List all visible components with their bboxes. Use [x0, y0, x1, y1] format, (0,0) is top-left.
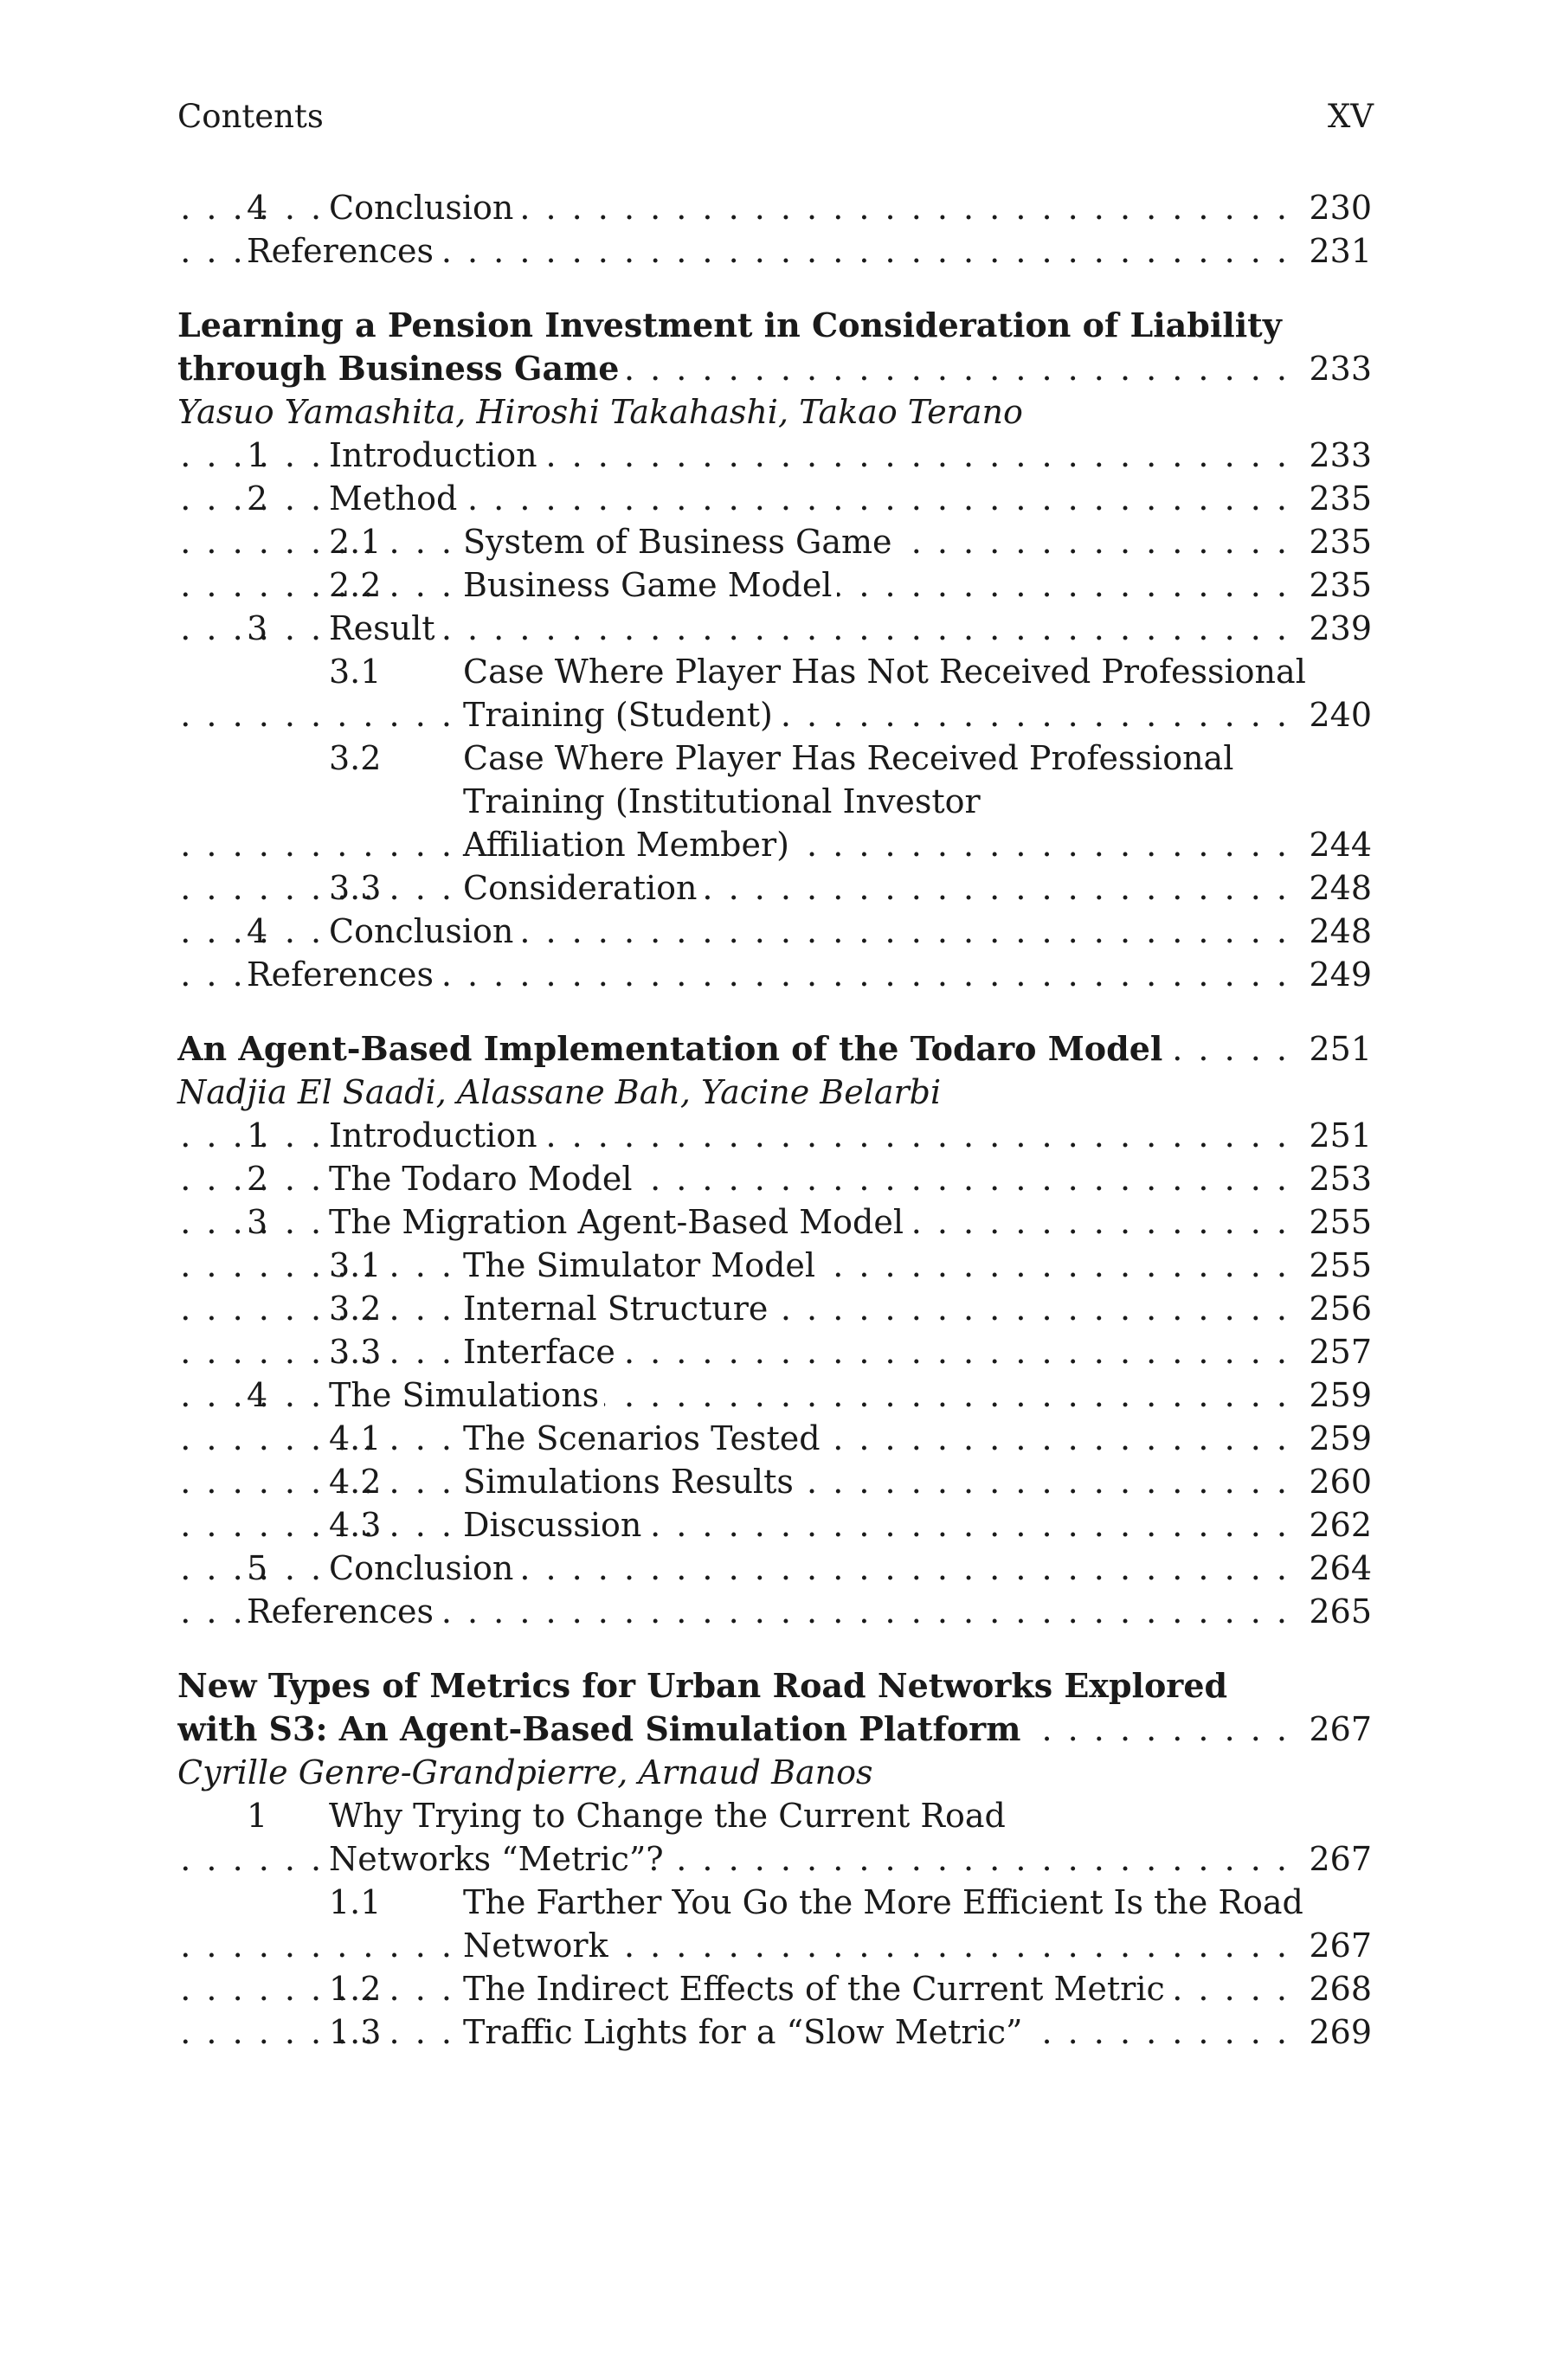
section-title: Why Trying to Change the Current Road: [329, 1797, 1011, 1835]
section-title: The Todaro Model: [329, 1160, 638, 1198]
section-page: 231: [1300, 229, 1372, 273]
section-number: 1.2: [329, 1970, 382, 2008]
toc-subentry[interactable]: [177, 1417, 1372, 1460]
section-page: 253: [1300, 1157, 1372, 1200]
section-number: 1.3: [329, 2013, 382, 2051]
section-number: 2.1: [329, 523, 382, 561]
section-title: Training (Institutional Investor: [463, 782, 986, 820]
section-number: 3.3: [329, 869, 382, 907]
section-number: 1: [247, 1116, 268, 1155]
toc-entry[interactable]: [177, 1547, 1372, 1590]
toc-subentry[interactable]: [177, 1287, 1372, 1330]
section-number: 4: [247, 1376, 268, 1414]
section-title: Networks “Metric”?: [329, 1840, 669, 1878]
chapter-authors: Nadjia El Saadi, Alassane Bah, Yacine Belarbi: [177, 1071, 1372, 1114]
toc-entry-continuation[interactable]: [177, 1837, 1372, 1881]
chapter-title-line[interactable]: [177, 304, 1372, 347]
section-page: 249: [1300, 953, 1372, 996]
table-of-contents: [177, 186, 1372, 2054]
toc-subentry-continuation[interactable]: [177, 693, 1372, 737]
toc-subentry[interactable]: [177, 1503, 1372, 1547]
toc-entry[interactable]: [177, 1200, 1372, 1244]
running-header: [177, 95, 1374, 138]
chapter-page: 251: [1300, 1027, 1372, 1071]
chapter-title-line[interactable]: [177, 347, 1372, 390]
section-page: 235: [1300, 477, 1372, 520]
section-page: 267: [1300, 1837, 1372, 1881]
section-page: 239: [1300, 607, 1372, 650]
section-number: 4: [247, 189, 268, 227]
section-page: 264: [1300, 1547, 1372, 1590]
section-title: Internal Structure: [463, 1290, 773, 1328]
section-title: Conclusion: [329, 912, 518, 950]
section-title: Introduction: [329, 436, 543, 474]
section-title: Case Where Player Has Not Received Professional: [463, 653, 1311, 691]
section-title: Method: [329, 479, 462, 518]
chapter-entry: [177, 1664, 1372, 2054]
section-page: 240: [1300, 693, 1372, 737]
toc-subentry[interactable]: [177, 866, 1372, 910]
section-title: Traffic Lights for a “Slow Metric”: [463, 2013, 1027, 2051]
section-number: 2: [247, 1160, 268, 1198]
chapter-title-line[interactable]: [177, 1027, 1372, 1071]
section-title: References: [247, 955, 439, 994]
toc-subentry[interactable]: [177, 737, 1372, 780]
section-number: 4.3: [329, 1506, 382, 1544]
section-title: The Indirect Effects of the Current Metric: [463, 1970, 1170, 2008]
section-page: 259: [1300, 1417, 1372, 1460]
toc-entry[interactable]: [177, 186, 1372, 229]
section-title: The Simulations: [329, 1376, 604, 1414]
section-number: 4.1: [329, 1419, 382, 1457]
section-title: Business Game Model: [463, 566, 837, 604]
section-page: 260: [1300, 1460, 1372, 1503]
chapter-authors: Yasuo Yamashita, Hiroshi Takahashi, Takao Terano: [177, 390, 1372, 434]
section-page: 257: [1300, 1330, 1372, 1373]
toc-entry[interactable]: [177, 1157, 1372, 1200]
section-page: 262: [1300, 1503, 1372, 1547]
toc-entry[interactable]: [177, 1794, 1372, 1837]
section-page: 233: [1300, 434, 1372, 477]
section-page: 235: [1300, 563, 1372, 607]
section-title: Introduction: [329, 1116, 543, 1155]
section-title: System of Business Game: [463, 523, 898, 561]
section-number: 1.1: [329, 1883, 382, 1921]
toc-subentry-continuation[interactable]: [177, 1924, 1372, 1967]
section-page: 248: [1300, 866, 1372, 910]
section-number: 3.2: [329, 1290, 382, 1328]
section-title: Simulations Results: [463, 1463, 799, 1501]
section-title: Case Where Player Has Received Professional: [463, 739, 1239, 777]
section-page: 267: [1300, 1924, 1372, 1967]
section-title: Training (Student): [463, 696, 778, 734]
section-number: 3.3: [329, 1333, 382, 1371]
chapter-entry: [177, 1027, 1372, 1633]
page-number: XV: [1327, 98, 1374, 135]
section-number: 3.2: [329, 739, 382, 777]
section-number: 2: [247, 479, 268, 518]
toc-entry[interactable]: [177, 1373, 1372, 1417]
section-title: References: [247, 1592, 439, 1631]
section-page: 255: [1300, 1244, 1372, 1287]
section-number: 1: [247, 436, 268, 474]
section-number: 5: [247, 1549, 268, 1587]
toc-subentry[interactable]: [177, 1460, 1372, 1503]
section-page: 259: [1300, 1373, 1372, 1417]
toc-subentry[interactable]: [177, 2010, 1372, 2054]
section-title: The Scenarios Tested: [463, 1419, 826, 1457]
section-page: 256: [1300, 1287, 1372, 1330]
section-page: 244: [1300, 823, 1372, 866]
chapter-title: New Types of Metrics for Urban Road Networks Explored: [177, 1666, 1232, 1705]
section-number: 3.1: [329, 1246, 382, 1284]
section-title: The Simulator Model: [463, 1246, 821, 1284]
section-title: Conclusion: [329, 1549, 518, 1587]
section-page: 268: [1300, 1967, 1372, 2010]
section-page: 265: [1300, 1590, 1372, 1633]
toc-subentry[interactable]: [177, 650, 1372, 693]
toc-entry[interactable]: [177, 1114, 1372, 1157]
section-page: 269: [1300, 2010, 1372, 2054]
section-title: References: [247, 232, 439, 270]
toc-subentry[interactable]: [177, 563, 1372, 607]
toc-subentry[interactable]: [177, 1330, 1372, 1373]
section-number: 3: [247, 609, 268, 647]
section-title: Network: [463, 1927, 614, 1965]
chapter-title: An Agent-Based Implementation of the Todaro Model: [177, 1029, 1168, 1068]
toc-subentry[interactable]: [177, 1881, 1372, 1924]
section-number: 2.2: [329, 566, 382, 604]
toc-subentry-continuation[interactable]: [177, 823, 1372, 866]
toc-entry-references[interactable]: [177, 1590, 1372, 1633]
section-page: 235: [1300, 520, 1372, 563]
toc-subentry-continuation[interactable]: [177, 780, 1372, 823]
section-page: 248: [1300, 910, 1372, 953]
toc-subentry[interactable]: [177, 1967, 1372, 2010]
chapter-page: 233: [1300, 347, 1372, 390]
chapter-title-line[interactable]: [177, 1708, 1372, 1751]
toc-subentry[interactable]: [177, 520, 1372, 563]
section-number: 1: [247, 1797, 268, 1835]
section-title: Conclusion: [329, 189, 518, 227]
toc-entry-references[interactable]: [177, 953, 1372, 996]
chapter-authors: Cyrille Genre-Grandpierre, Arnaud Banos: [177, 1751, 1372, 1794]
section-title: Result: [329, 609, 441, 647]
chapter-title: through Business Game: [177, 349, 624, 388]
section-page: 230: [1300, 186, 1372, 229]
section-title: Interface: [463, 1333, 621, 1371]
toc-entry[interactable]: [177, 910, 1372, 953]
section-number: 3: [247, 1203, 268, 1241]
section-title: The Migration Agent-Based Model: [329, 1203, 909, 1241]
toc-entry[interactable]: [177, 607, 1372, 650]
chapter-entry: [177, 304, 1372, 996]
toc-entry[interactable]: [177, 477, 1372, 520]
section-number: 4: [247, 912, 268, 950]
section-page: 251: [1300, 1114, 1372, 1157]
section-page: 255: [1300, 1200, 1372, 1244]
chapter-title-line[interactable]: [177, 1664, 1372, 1708]
chapter-title: with S3: An Agent-Based Simulation Platform: [177, 1709, 1026, 1748]
toc-subentry[interactable]: [177, 1244, 1372, 1287]
toc-entry[interactable]: [177, 434, 1372, 477]
section-title: The Farther You Go the More Efficient Is the Road: [463, 1883, 1309, 1921]
section-title: Affiliation Member): [463, 826, 795, 864]
toc-entry-references[interactable]: [177, 229, 1372, 273]
chapter-title: Learning a Pension Investment in Consideration of Liability: [177, 306, 1287, 344]
section-title: Discussion: [463, 1506, 647, 1544]
chapter-page: 267: [1300, 1708, 1372, 1751]
section-number: 3.1: [329, 653, 382, 691]
section-number: 4.2: [329, 1463, 382, 1501]
section-title: Consideration: [463, 869, 703, 907]
header-title: Contents: [177, 98, 324, 135]
